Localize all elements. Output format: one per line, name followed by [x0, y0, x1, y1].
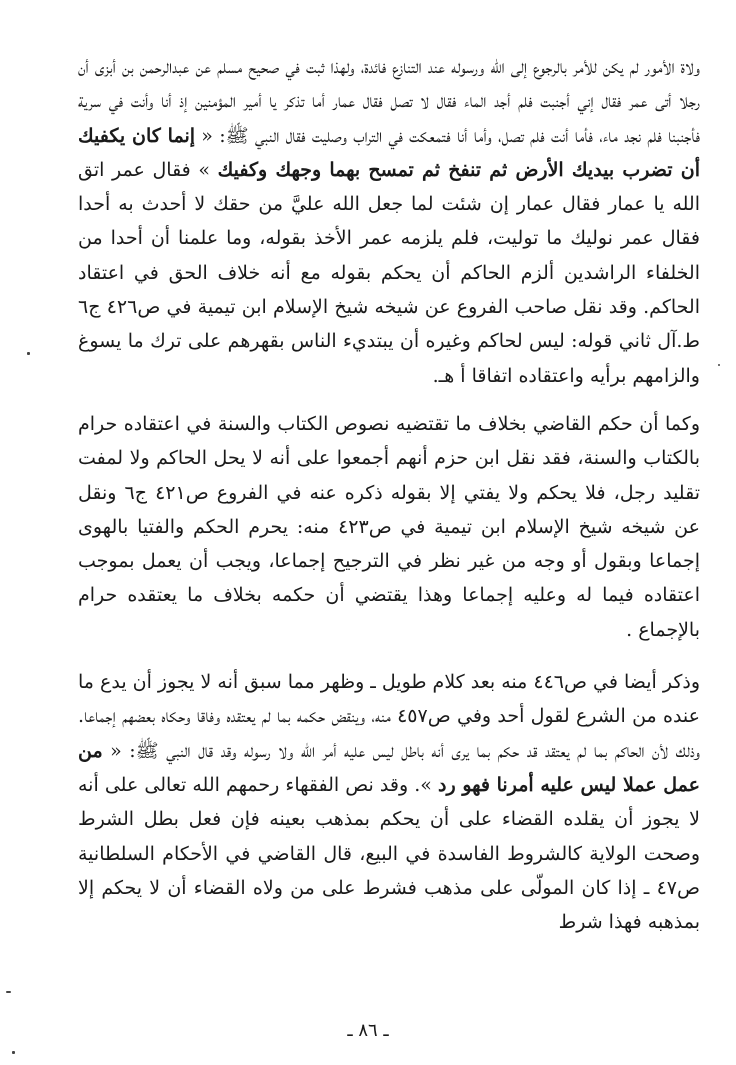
hadith-quote: إنما كان يكفيك أن تضرب بيديك الأرض ثم تنفخ ثم تمسح بهما وجهك وكفيك — [78, 124, 700, 181]
paragraph-1 — [78, 50, 700, 393]
page-body — [78, 50, 700, 939]
scan-mark — [6, 991, 11, 993]
paragraph-text: ولاة الأمور لم يكن للأمر بالرجوع إلى الله ورسوله عند التنازع فائدة، ولهذا ثبت في صحيح مسلم عن عبدالرحمن بن أبزى أن رجلا أتى عمر فقال إني أجنبت فلم أجد الماء فقال لا تصل فقال عمار أما تذكر يا أمير المؤمنين إذ أنا وأنت في سرية فأجنبنا فلم نجد ماء، فأما أنت فلم تصل، وأما أنا فتمعكت في التراب وصليت فقال النبي ﷺ: « — [78, 56, 700, 147]
scan-mark — [718, 364, 720, 366]
paragraph-text: وكما أن حكم القاضي بخلاف ما تقتضيه نصوص الكتاب والسنة في اعتقاده حرام بالكتاب والسنة، فقد نقل ابن حزم أنهم أجمعوا على أنه لا يحل الحاكم ولا لمفت تقليد رجل، فلا يحكم ولا يفتي إلا بقوله ذكره عنه في الفروع ص٤٢١ ج٦ ونقل عن شيخه شيخ الإسلام ابن تيمية في ص٤٢٣ منه: يحرم الحكم والفتيا بالهوى إجماعا وبقول أو وجه من غير نظر في الترجيح إجماعا، ويجب أن يعمل بموجب اعتقاده فيما له وعليه إجماعا وهذا يقتضي أن حكمه بخلاف ما يعتقده حرام بالإجماع . — [78, 412, 700, 641]
scan-mark — [12, 1051, 15, 1054]
paragraph-3 — [78, 665, 700, 939]
paragraph-text: » فقال عمر اتق الله يا عمار فقال عمار إن شئت لما جعل الله عليَّ من حقك لا أحدث به أحدا فقال عمر نوليك ما توليت، فلم يلزمه عمر الأخذ بقوله، وما علمنا أن أحدا من الخلفاء الراشدين ألزم الحاكم أن يحكم بقوله مع أنه خلاف الحق في اعتقاد الحاكم. وقد نقل صاحب الفروع عن شيخه شيخ الإسلام ابن تيمية في ص٤٢٦ ج٦ ط.آل ثاني قوله: ليس لحاكم وغيره أن يبتديء الناس بقهرهم على ترك ما يسوغ والزامهم برأيه واعتقاده اتفاقا أ هـ. — [78, 158, 700, 387]
scan-mark — [27, 352, 30, 355]
paragraph-text: ». وقد نص الفقهاء رحمهم الله تعالى على أنه لا يجوز أن يقلده القضاء على أن يحكم بمذهب بعينه فإن فعل بطل الشرط وصحت الولاية كالشروط الفاسدة في البيع، قال القاضي في الأحكام السلطانية ص٤٧ ـ إذا كان المولّى على مذهب فشرط على من ولاه القضاء أن لا يحكم إلا بمذهبه فهذا شرط — [78, 773, 700, 934]
paragraph-text: وذكر أيضا في ص٤٤٦ منه بعد كلام طويل ـ وظهر مما سبق أنه لا يجوز أن يدع ما عنده من الشرع لقول أحد وفي ص٤٥٧ منه، وينقض حكمه بما لم يعتقده وفاقا وحكاه بعضهم إجماعا. وذلك لأن الحاكم بما لم يعتقد قد حكم بما يرى أنه باطل ليس عليه أمر الله ولا رسوله وقد قال النبي ﷺ: « — [78, 671, 701, 762]
hadith-quote: من عمل عملا ليس عليه أمرنا فهو رد — [78, 739, 700, 796]
page-number: ـ ٨٦ ـ — [347, 1020, 389, 1041]
paragraph-2 — [78, 407, 700, 647]
